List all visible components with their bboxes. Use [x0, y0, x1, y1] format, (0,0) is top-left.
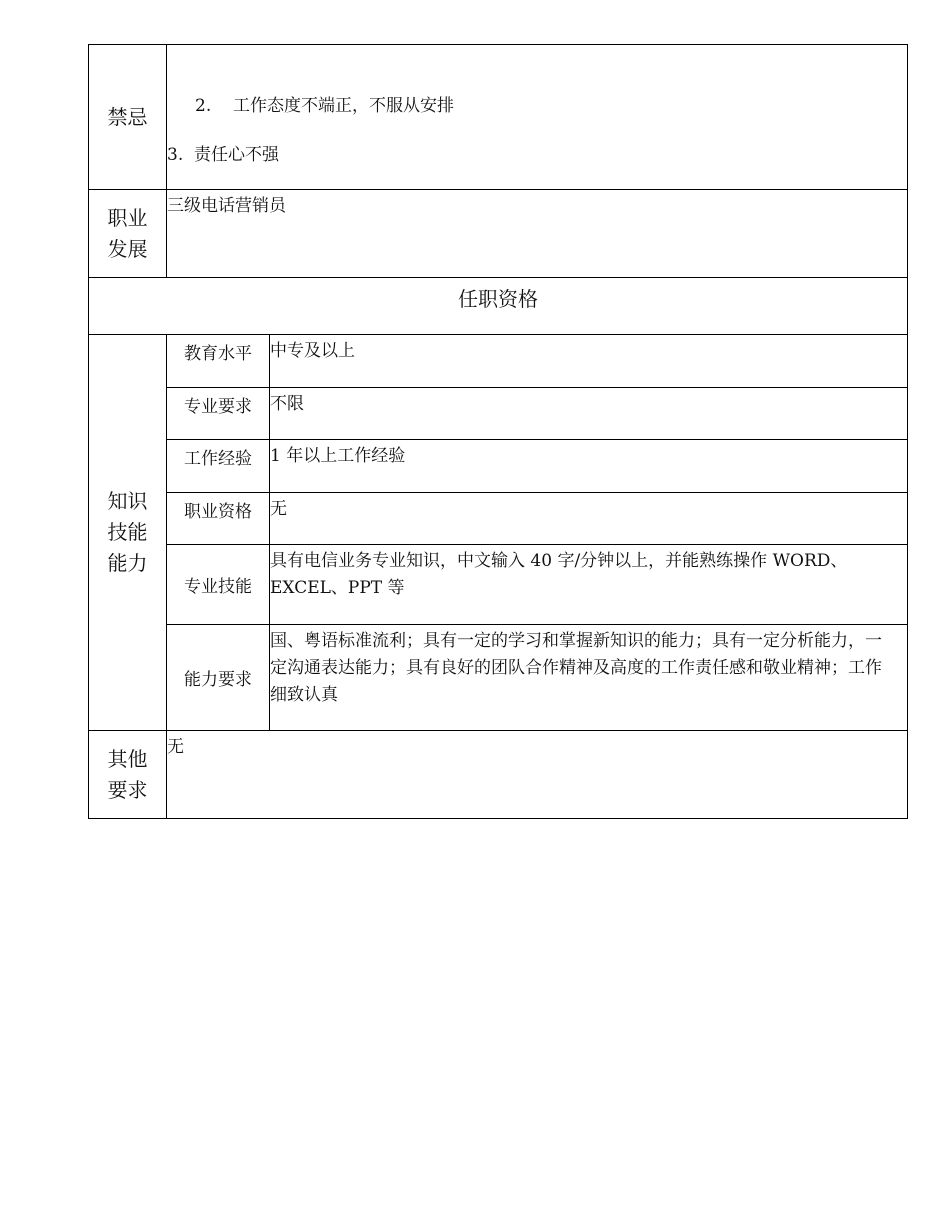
taboo-row — [89, 45, 908, 190]
qualification-row — [89, 388, 908, 440]
taboo-content — [167, 45, 908, 190]
qualification-label-major: 专业要求 — [167, 388, 270, 440]
other-label-cell — [89, 731, 167, 819]
knowledge-skills-label: 知识技能能力 — [107, 489, 148, 575]
career-value: 三级电话营销员 — [167, 190, 908, 278]
qualification-row — [89, 545, 908, 625]
qualification-label-skills: 专业技能 — [167, 545, 270, 625]
qualification-value-ability: 国、粤语标准流利；具有一定的学习和掌握新知识的能力；具有一定分析能力，一定沟通表达能力；具有良好的团队合作精神及高度的工作责任感和敬业精神；工作细致认真 — [270, 625, 908, 731]
qualification-row — [89, 493, 908, 545]
qualification-row — [89, 625, 908, 731]
other-requirements-row — [89, 731, 908, 819]
qualifications-title: 任职资格 — [89, 278, 908, 335]
career-label-cell — [89, 190, 167, 278]
taboo-label: 禁忌 — [107, 104, 148, 129]
knowledge-skills-label-cell — [89, 335, 167, 731]
taboo-item-2 — [167, 91, 907, 116]
career-row — [89, 190, 908, 278]
job-description-table — [88, 44, 908, 819]
qualification-row — [89, 440, 908, 493]
taboo-item-2-text: 工作态度不端正，不服从安排 — [233, 96, 454, 116]
qualification-label-experience: 工作经验 — [167, 440, 270, 493]
qualification-value-skills: 具有电信业务专业知识，中文输入 40 字/分钟以上，并能熟练操作 WORD、EXCEL、PPT 等 — [270, 545, 908, 625]
qualification-row — [89, 335, 908, 388]
qualification-label-certification: 职业资格 — [167, 493, 270, 545]
taboo-item-2-number: 2. — [195, 96, 212, 116]
qualifications-title-row — [89, 278, 908, 335]
other-value: 无 — [167, 731, 908, 819]
taboo-label-cell — [89, 45, 167, 190]
other-label: 其他要求 — [107, 746, 148, 802]
career-label: 职业发展 — [107, 205, 148, 261]
qualification-value-experience: 1 年以上工作经验 — [270, 440, 908, 493]
qualification-value-education: 中专及以上 — [270, 335, 908, 388]
qualification-value-certification: 无 — [270, 493, 908, 545]
qualification-label-ability: 能力要求 — [167, 625, 270, 731]
taboo-item-3: 3. 责任心不强 — [167, 145, 280, 165]
qualification-label-education: 教育水平 — [167, 335, 270, 388]
qualification-value-major: 不限 — [270, 388, 908, 440]
